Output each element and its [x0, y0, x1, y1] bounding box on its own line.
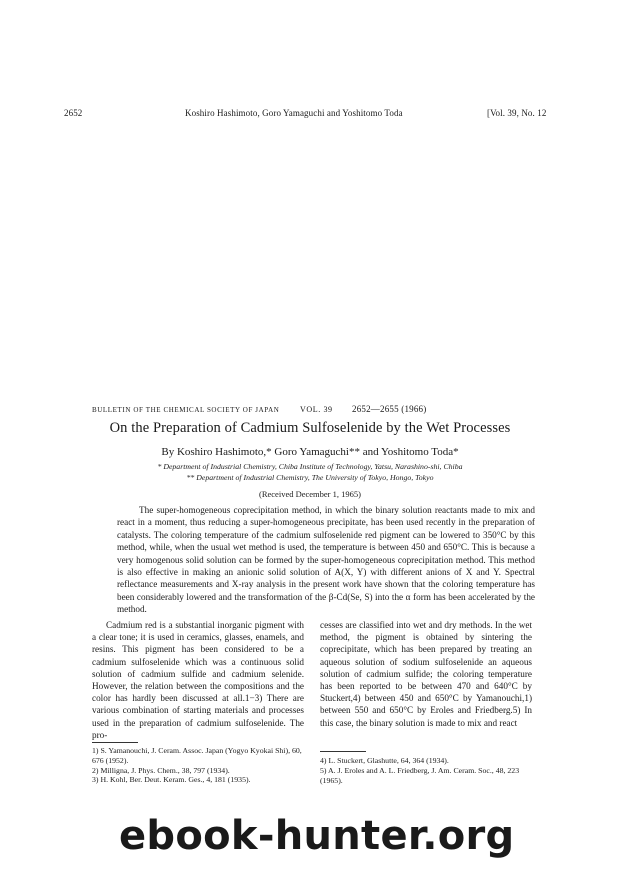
footnote-3: 3) H. Kohl, Ber. Deut. Keram. Ges., 4, 181 (1935).: [92, 775, 251, 785]
running-header-authors: Koshiro Hashimoto, Goro Yamaguchi and Yoshitomo Toda: [185, 108, 403, 118]
footnote-rule-left: [92, 742, 138, 743]
journal-pages: 2652—2655 (1966): [352, 404, 427, 414]
footnote-1: 1) S. Yamanouchi, J. Ceram. Assoc. Japan (Yogyo Kyokai Shi), 60, 676 (1952).: [92, 746, 302, 765]
body-paragraph-right: cesses are classified into wet and dry methods. In the wet method, the pigment is obtained by sintering the coprecipitate, which has been prepared by treating an aqueous solution of sodium sulfoselenide an aqueous solution of cadmium sulfide; the coloring temperature has been reported to be between 470 and 640°C by Stuckert,4) between 450 and 650°C by Yamanouchi,1) between 550 and 650°C by Eroles and Friedberg.5) In this case, the binary solution is made to mix and react: [320, 620, 532, 728]
affiliation-2: ** Department of Industrial Chemistry, The University of Tokyo, Hongo, Tokyo: [186, 473, 434, 482]
affiliation-1: * Department of Industrial Chemistry, Chiba Institute of Technology, Yatsu, Narashino-shi, Chiba: [157, 462, 463, 471]
body-column-right: [320, 619, 532, 729]
journal-name: BULLETIN OF THE CHEMICAL SOCIETY OF JAPAN: [92, 406, 280, 414]
abstract: The super-homogeneous coprecipitation method, in which the binary solution reactants made to mix and react in a moment, thus reducing a super-homogeneous precipitate, has been used recently in the preparation of catalysts. The coloring temperature of the cadmium sulfoselenide red pigment can be lowered to 350°C by this method, while, when the usual wet method is used, the temperature is between 450 and 650°C. This is because a very homogenous solid solution can be formed by the super-homogeneous coprecipitation method. This method is also effective in making an anionic solid solution of A(X, Y) with different anions of X and Y. Spectral reflectance measurements and X-ray analysis in the present work have shown that the coloring temperature has been considerably lowered and the transformation of the β-Cd(Se, S) into the α form has been accelerated by the method.: [117, 505, 535, 615]
journal-volume: VOL. 39: [300, 405, 333, 414]
body-paragraph-left: Cadmium red is a substantial inorganic pigment with a clear tone; it is used in ceramics, glasses, enamels, and resins. This pigment has been considered to be a cadmium sulfoselenide which was a continuous solid solution of cadmium sulfide and cadmium selenide. However, the relation between the compositions and the color has hardly been discussed at all.1−3) There are various combination of starting materials and processes used in the preparation of cadmium sulfoselenide. The pro-: [92, 620, 304, 740]
footnote-4: 4) L. Stuckert, Glashutte, 64, 364 (1934).: [320, 756, 449, 765]
received-date: (Received December 1, 1965): [259, 489, 361, 499]
running-header-volume: [Vol. 39, No. 12: [487, 108, 547, 118]
page-number: 2652: [64, 108, 83, 118]
body-column-left: [92, 619, 304, 741]
footnote-5: 5) A. J. Eroles and A. L. Friedberg, J. Am. Ceram. Soc., 48, 223 (1965).: [320, 765, 520, 785]
article-title: On the Preparation of Cadmium Sulfoselenide by the Wet Processes: [109, 420, 511, 436]
article-authors: By Koshiro Hashimoto,* Goro Yamaguchi** and Yoshitomo Toda*: [161, 446, 459, 458]
footnote-2: 2) Milligna, J. Phys. Chem., 38, 797 (1934).: [92, 765, 230, 775]
footnote-rule-right: [320, 751, 366, 752]
footnotes-right: [320, 756, 532, 785]
watermark-text: ebook-hunter.org: [119, 813, 515, 859]
footnotes-left: [92, 746, 304, 785]
